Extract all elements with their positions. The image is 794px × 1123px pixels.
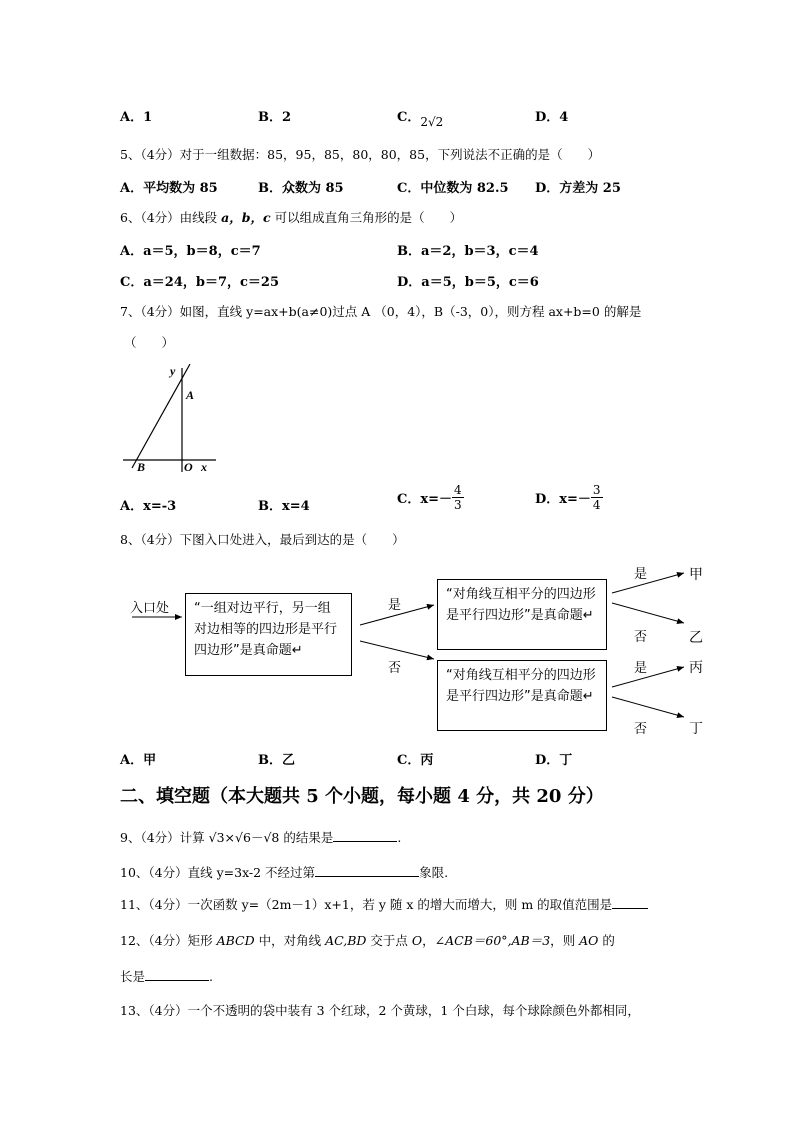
q9-expr: √3×√6－√8 <box>208 830 280 845</box>
q9-pre: 9、（4分）计算 <box>120 830 209 845</box>
q12-point: O <box>411 933 423 948</box>
q12-end: . <box>209 969 213 984</box>
graph-y-label: y <box>170 364 176 378</box>
q7-option-d-label: D．x=－ <box>535 492 591 507</box>
q12-ao: AO <box>579 933 599 948</box>
q6-stem <box>120 208 462 226</box>
graph-point-b: B <box>137 460 146 474</box>
q4-option-b: B．2 <box>258 110 292 125</box>
q12-diag: AC,BD <box>325 933 367 948</box>
q12-line2-text: 长是 <box>120 969 146 984</box>
q6-stem-post: 可以组成直角三角形的是（ ） <box>270 210 463 225</box>
q12-pre: 12、（4分）矩形 <box>120 933 217 948</box>
q7-c-denominator: 3 <box>454 498 462 512</box>
q4-option-a: A．1 <box>120 110 153 125</box>
q7-option-d <box>535 483 603 512</box>
q7-option-c-label: C．x=－ <box>397 492 452 507</box>
flow-box-2: “对角线互相平分的四边形是平行四边形”是真命题↵ <box>437 579 607 650</box>
q12-mid1: 中，对角线 <box>254 933 326 948</box>
q9-answer-blank[interactable] <box>333 829 397 842</box>
q10 <box>120 863 448 881</box>
q11-answer-blank[interactable] <box>612 896 648 909</box>
q7-option-d-fraction <box>591 483 603 512</box>
q9-end: . <box>397 830 402 845</box>
q9-post: 的结果是 <box>279 830 334 845</box>
q6-option-d: D．a＝5，b＝5，c＝6 <box>397 275 539 290</box>
line-ab <box>132 364 190 468</box>
flow-no-2: 否 <box>634 630 648 645</box>
q10-pre: 10、（4分）直线 y=3x-2 不经过第 <box>120 865 316 880</box>
q7-paren: （ ） <box>124 335 175 350</box>
flow-out-ding: 丁 <box>689 721 703 737</box>
q6-stem-pre: 6、（4分）由线段 <box>120 210 222 225</box>
q10-post: 象限. <box>419 865 449 880</box>
q12-mid3: ， <box>422 933 435 948</box>
graph-origin: O <box>184 460 193 474</box>
flow-no-1: 否 <box>388 661 402 676</box>
q8-option-c: C．丙 <box>397 753 434 768</box>
flow-out-jia: 甲 <box>689 567 703 583</box>
q8-flowchart-arrows <box>0 555 794 745</box>
q11-text: 11、（4分）一次函数 y=（2m－1）x+1，若 y 随 x 的增大而增大，则 m 的取值范围是 <box>120 897 613 912</box>
q9 <box>120 828 401 846</box>
q5-option-a: A．平均数为 85 <box>120 181 218 196</box>
q8-option-a: A．甲 <box>120 753 157 768</box>
flow-box-3: “对角线互相平分的四边形是平行四边形”是真命题↵ <box>437 660 607 731</box>
arrow-box3-no <box>612 697 684 717</box>
q5-option-b: B．众数为 85 <box>258 181 344 196</box>
q7-option-a: A．x=-3 <box>120 499 177 514</box>
q7-d-numerator: 3 <box>592 483 601 497</box>
q4-option-d: D．4 <box>535 110 569 125</box>
q4-option-c-math: 2√2 <box>420 115 444 129</box>
flow-out-bing: 丙 <box>689 660 703 676</box>
q7-d-denominator: 4 <box>592 498 601 512</box>
arrow-box2-yes <box>612 573 684 593</box>
q11 <box>120 895 648 913</box>
q8-option-b: B．乙 <box>258 753 295 768</box>
flow-yes-1: 是 <box>388 598 402 613</box>
arrow-box3-yes <box>612 667 684 687</box>
q10-answer-blank[interactable] <box>315 864 419 877</box>
graph-point-a: A <box>186 388 195 402</box>
q6-option-c: C．a＝24，b＝7，c＝25 <box>120 275 280 290</box>
q12-post: 的 <box>598 933 615 948</box>
q7-option-c-fraction <box>452 483 464 512</box>
flow-entry-label: 入口处 <box>130 601 170 616</box>
q6-stem-vars: a，b，c <box>221 210 271 225</box>
q12-answer-blank[interactable] <box>145 968 209 981</box>
q5-option-c: C．中位数为 82.5 <box>397 181 509 196</box>
flow-out-yi: 乙 <box>689 630 703 646</box>
q12-rect: ABCD <box>216 933 255 948</box>
q7-c-numerator: 4 <box>454 483 462 497</box>
arrow-box2-no <box>612 603 684 623</box>
flow-yes-3: 是 <box>634 661 648 676</box>
section-2-title: 二、填空题（本大题共 5 个小题，每小题 4 分，共 20 分） <box>120 786 604 807</box>
q8-stem: 8、（4分）下图入口处进入，最后到达的是（ ） <box>120 532 405 547</box>
q7-option-c <box>397 483 464 512</box>
q7-option-b: B．x=4 <box>258 499 310 514</box>
q5-stem: 5、（4分）对于一组数据：85，95，85，80，80，85，下列说法不正确的是（ ） <box>120 147 601 162</box>
flow-no-3: 否 <box>634 722 648 737</box>
graph-x-label: x <box>201 460 207 474</box>
q12-line2 <box>120 967 213 985</box>
q12-line1 <box>120 931 615 949</box>
q4-option-c <box>397 106 444 129</box>
q4-option-c-label: C． <box>397 110 421 125</box>
q13: 13、（4分）一个不透明的袋中装有 3 个红球，2 个黄球，1 个白球，每个球除颜色外都相同， <box>120 1003 640 1018</box>
flow-yes-2: 是 <box>634 567 648 582</box>
q12-mid4: ，则 <box>550 933 580 948</box>
q12-mid2: 交于点 <box>366 933 412 948</box>
q12-cond: ∠ACB＝60°,AB＝3 <box>434 933 551 948</box>
q7-stem: 7、（4分）如图，直线 y=ax+b(a≠0)过点 A （0，4），B（-3，0），则方程 ax+b=0 的解是 <box>120 304 642 319</box>
q5-option-d: D．方差为 25 <box>535 181 621 196</box>
flow-box-1: “一组对边平行，另一组对边相等的四边形是平行四边形”是真命题↵ <box>185 593 352 676</box>
q7-graph <box>118 360 228 475</box>
q8-option-d: D．丁 <box>535 753 573 768</box>
q6-option-b: B．a＝2，b＝3，c＝4 <box>397 244 539 259</box>
q6-option-a: A．a＝5，b＝8，c＝7 <box>120 244 261 259</box>
